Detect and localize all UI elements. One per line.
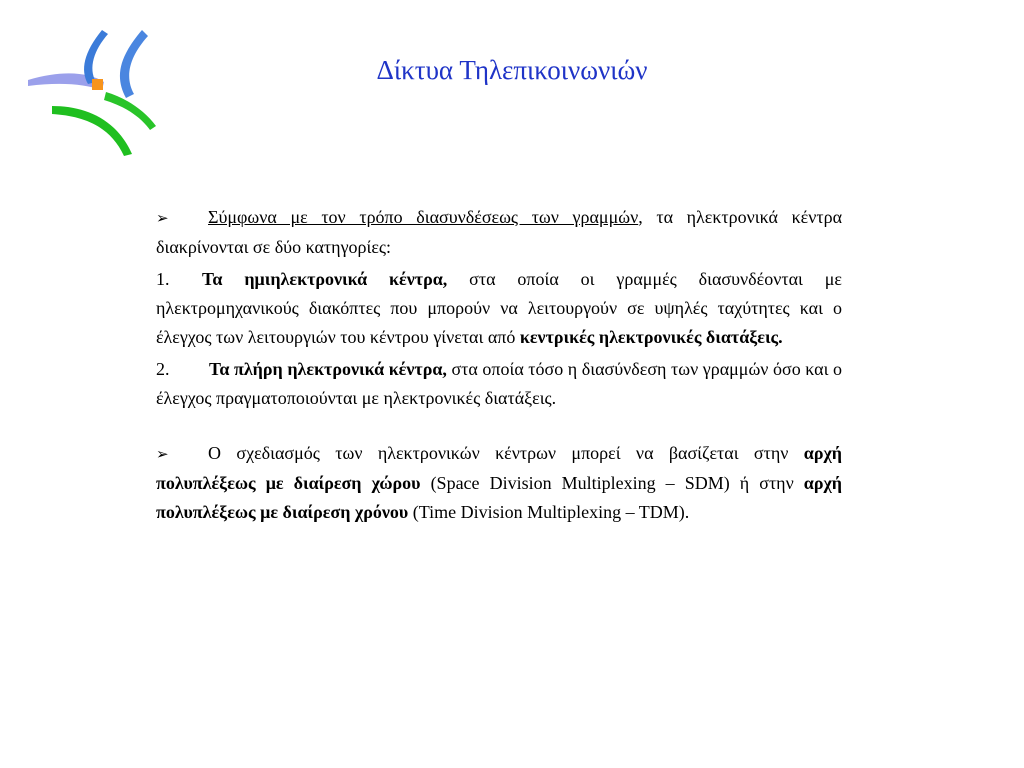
bullet-text: Ο σχεδιασμός των ηλεκτρονικών κέντρων μπορεί να βασίζεται στην xyxy=(208,443,804,463)
item-number: 2. xyxy=(156,359,170,379)
bullet-bold-sdm: αρχή πολυπλέξεως με διαίρεση χώρου xyxy=(156,443,842,493)
item-bold-lead: Τα πλήρη ηλεκτρονικά κέντρα, xyxy=(209,359,447,379)
slide-title: Δίκτυα Τηλεπικοινωνιών xyxy=(376,55,648,85)
bullet-text: , τα ηλεκτρονικά κέντρα διακρίνονται σε δύο κατηγορίες: xyxy=(156,207,842,257)
bullet-bold-tdm: αρχή πολυπλέξεως με διαίρεση χρόνου xyxy=(156,473,842,522)
numbered-item-2 xyxy=(156,355,842,413)
bullet-multiplexing xyxy=(156,439,842,527)
item-text: στα οποία τόσο η διασύνδεση των γραμμών όσο και ο έλεγχος πραγματοποιούνται με ηλεκτρονικές διατάξεις. xyxy=(156,359,843,408)
item-text: στα οποία οι γραμμές διασυνδέονται με ηλεκτρομηχανικούς διακόπτες που μπορούν να λειτουργούν σε υψηλές ταχύτητες και ο έλεγχος των λειτουργιών του κέντρου γίνεται από xyxy=(156,269,842,347)
star-swirl-logo-icon xyxy=(22,22,158,158)
item-bold-tail: κεντρικές ηλεκτρονικές διατάξεις. xyxy=(519,327,783,347)
item-bold-lead: Τα ημιηλεκτρονικά κέντρα, xyxy=(202,269,448,289)
numbered-item-1 xyxy=(156,265,842,352)
bullet-interconnection xyxy=(156,203,842,262)
bullet-text: (Time Division Multiplexing – TDM). xyxy=(408,502,690,522)
slide-body xyxy=(156,203,842,527)
bullet-arrow-icon: ➢ xyxy=(156,209,169,227)
bullet-text: (Space Division Multiplexing – SDM) ή στην xyxy=(420,473,804,493)
bullet-underlined-text: Σύμφωνα με τον τρόπο διασυνδέσεως των γραμμών xyxy=(208,207,639,227)
bullet-arrow-icon: ➢ xyxy=(156,445,169,463)
item-number: 1. xyxy=(156,269,170,289)
